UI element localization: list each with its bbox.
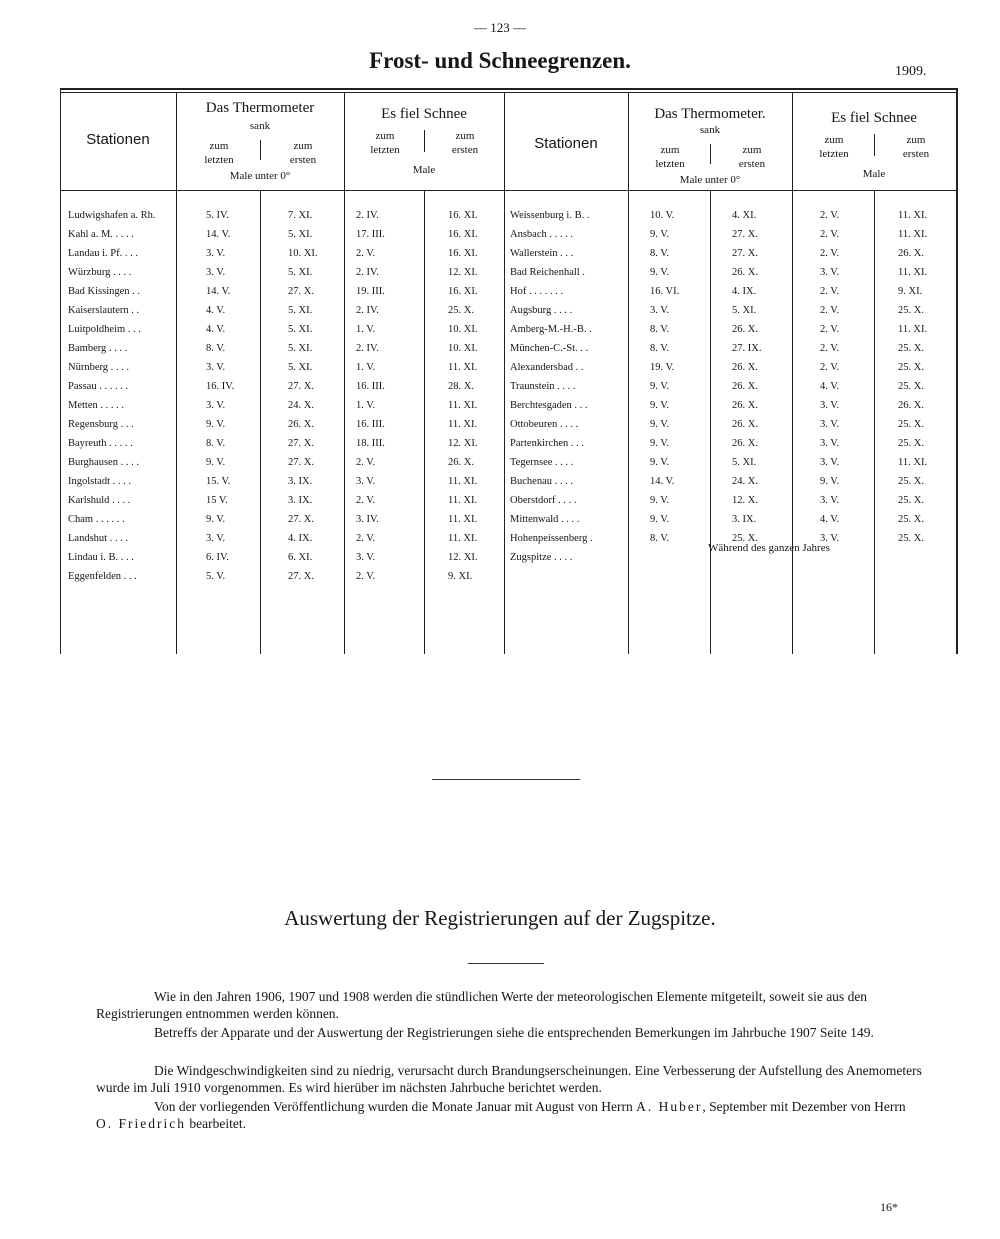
table-cell: 16. III. [356, 419, 385, 430]
table-cell: 25. X. [732, 533, 758, 544]
table-cell: 2. IV. [356, 343, 379, 354]
table-cell: 5. XI. [288, 229, 313, 240]
right-snow-first-column [898, 206, 956, 567]
table-cell: 3. V. [820, 400, 840, 411]
table-cell: Landshut . . . . [68, 533, 129, 544]
table-top-rule-thin [60, 92, 958, 93]
left-snow-first-column [448, 206, 504, 586]
table-cell: 2. V. [820, 324, 840, 335]
header-zum: zum [209, 140, 229, 152]
table-cell: 16. XI. [448, 286, 478, 297]
header-stations-left: Stationen [86, 131, 150, 148]
divider [260, 191, 261, 654]
table-cell: 25. X. [898, 476, 924, 487]
table-cell: 9. V. [206, 514, 226, 525]
header-thermometer-left: Das Thermometer [205, 100, 315, 116]
header-stations-right: Stationen [534, 135, 598, 152]
table-cell: 9. V. [650, 438, 670, 449]
header-male-unter-right: Male unter 0° [679, 174, 741, 186]
header-ersten: ersten [289, 154, 317, 166]
table-cell: 2. V. [820, 286, 840, 297]
table-cell: Bayreuth . . . . . [68, 438, 133, 449]
header-ersten: ersten [738, 158, 766, 170]
table-cell: 4. XI. [732, 210, 757, 221]
table-cell: 10. XI. [288, 248, 318, 259]
table-cell: 5. IV. [206, 210, 229, 221]
signature-mark: 16* [880, 1200, 898, 1214]
header-sank-right: sank [699, 124, 721, 136]
divider [874, 191, 875, 654]
table-cell: 27. X. [732, 229, 758, 240]
table-cell: 5. V. [206, 571, 226, 582]
table-cell: 9. V. [206, 419, 226, 430]
divider [344, 93, 345, 654]
table-cell: 25. X. [448, 305, 474, 316]
table-cell: 5. XI. [288, 362, 313, 373]
paragraph-1: Wie in den Jahren 1906, 1907 und 1908 werden die stündlichen Werte der meteorologischen Elemente mitgeteilt, soweit sie aus den Registrierungen entnommen werden können. [96, 989, 868, 1021]
table-cell: 28. X. [448, 381, 474, 392]
table-cell: 16. IV. [206, 381, 235, 392]
table-cell: 26. X. [898, 248, 924, 259]
table-cell: Metten . . . . . [68, 400, 124, 411]
table-cell: 3. V. [206, 267, 226, 278]
table-cell: 2. V. [820, 210, 840, 221]
header-zum: zum [824, 134, 844, 146]
table-cell: 26. X. [732, 438, 758, 449]
table-cell: 26. X. [732, 419, 758, 430]
table-cell: 9. V. [820, 476, 840, 487]
table-cell: 1. V. [356, 362, 376, 373]
table-cell: 2. IV. [356, 267, 379, 278]
header-zum: zum [293, 140, 313, 152]
table-cell: 27. X. [288, 438, 314, 449]
table-cell: 19. III. [356, 286, 385, 297]
table-cell: 2. V. [820, 305, 840, 316]
table-cell: 6. IV. [206, 552, 229, 563]
table-cell: 25. X. [898, 495, 924, 506]
table-cell: Würzburg . . . . [68, 267, 132, 278]
table-cell: 5. XI. [288, 267, 313, 278]
table-cell: 3. V. [206, 400, 226, 411]
header-male-unter-left: Male unter 0° [229, 170, 291, 182]
table-cell: 4. IX. [288, 533, 313, 544]
header-schnee-right: Es fiel Schnee [831, 110, 917, 126]
header-tick [710, 144, 711, 164]
table-cell: 9. V. [650, 514, 670, 525]
table-cell: Lindau i. B. . . . [68, 552, 134, 563]
author-friedrich: O. Friedrich [96, 1116, 186, 1131]
table-cell: 3. V. [356, 476, 376, 487]
header-zum: zum [906, 134, 926, 146]
table-cell [898, 548, 956, 567]
table-cell [650, 548, 710, 567]
table-cell: 3. IX. [288, 495, 313, 506]
table-cell: 9. V. [206, 457, 226, 468]
table-cell: 3. IX. [732, 514, 757, 525]
table-cell: Regensburg . . . [68, 419, 134, 430]
table-cell: Mittenwald . . . . [510, 514, 580, 525]
table-cell: Wallerstein . . . [510, 248, 574, 259]
table-cell: Kaiserslautern . . [68, 305, 140, 316]
table-cell: 2. V. [356, 248, 376, 259]
paragraph-3: Die Windgeschwindigkeiten sind zu niedrig, verursacht durch Brandungserscheinungen. Eine Verbesserung der Aufstellung des Anemometers wurde im Juli 1910 vorgenommen. Es wird hierüber im nächsten Jahrbuche berichtet werden. [96, 1063, 922, 1095]
table-cell: 8. V. [206, 343, 226, 354]
table-cell: 27. X. [288, 457, 314, 468]
table-cell: Kahl a. M. . . . . [68, 229, 134, 240]
table-cell: 9. V. [650, 267, 670, 278]
table-cell: Weissenburg i. B. . [510, 210, 590, 221]
table-cell: 9. V. [650, 229, 670, 240]
table-cell: 26. X. [732, 324, 758, 335]
table-cell: 14. V. [650, 476, 675, 487]
table-cell: Ludwigshafen a. Rh. [68, 210, 156, 221]
header-zum: zum [375, 130, 395, 142]
table-cell: 3. V. [820, 419, 840, 430]
header-thermometer-right: Das Thermometer. [654, 106, 766, 122]
table-cell: Nürnberg . . . . [68, 362, 130, 373]
table-cell: 27. X. [288, 571, 314, 582]
header-tick [424, 130, 425, 152]
table-cell: 8. V. [206, 438, 226, 449]
table-cell: 6. XI. [288, 552, 313, 563]
table-cell: Burghausen . . . . [68, 457, 139, 468]
header-letzten: letzten [819, 148, 849, 160]
table-cell: 2. V. [820, 343, 840, 354]
table-cell: 11. XI. [898, 457, 928, 468]
table-cell: Alexandersbad . . [510, 362, 584, 373]
table-cell: 26. X. [732, 400, 758, 411]
table-cell: Karlshuld . . . . [68, 495, 131, 506]
year-label: 1909. [895, 64, 927, 79]
table-cell: 9. V. [650, 400, 670, 411]
table-cell: Hof . . . . . . . [510, 286, 564, 297]
divider [710, 191, 711, 654]
table-cell: Zugspitze . . . . [510, 552, 573, 563]
table-cell: Bad Reichenhall . [510, 267, 585, 278]
table-cell: 11. XI. [448, 514, 478, 525]
table-cell: 5. XI. [288, 343, 313, 354]
table-cell: Luitpoldheim . . . [68, 324, 141, 335]
divider [504, 93, 505, 654]
divider [628, 93, 629, 654]
table-cell: 8. V. [650, 248, 670, 259]
table-cell: 5. XI. [732, 457, 757, 468]
table-cell: 27. X. [288, 514, 314, 525]
table-cell: 27. X. [732, 248, 758, 259]
table-cell: 5. XI. [288, 305, 313, 316]
table-cell: 9. XI. [448, 571, 473, 582]
table-cell: 8. V. [650, 343, 670, 354]
table-cell: 25. X. [898, 514, 924, 525]
table-cell: Passau . . . . . . [68, 381, 129, 392]
table-cell: 1. V. [356, 324, 376, 335]
table-cell: Cham . . . . . . [68, 514, 125, 525]
table-cell: 2. V. [820, 362, 840, 373]
table-cell: 14. V. [206, 286, 231, 297]
table-cell: Amberg-M.-H.-B. . [510, 324, 592, 335]
table-cell: 3. V. [820, 457, 840, 468]
table-cell: 9. V. [650, 495, 670, 506]
table-cell: Partenkirchen . . . [510, 438, 585, 449]
table-cell: 11. XI. [898, 324, 928, 335]
right-thermo-first-column [732, 206, 792, 567]
table-cell: 11. XI. [448, 362, 478, 373]
header-sank-left: sank [249, 120, 271, 132]
table-cell: 11. XI. [898, 229, 928, 240]
table-cell: 11. XI. [448, 419, 478, 430]
table-cell: 26. X. [732, 381, 758, 392]
table-cell: 8. V. [650, 533, 670, 544]
paragraph-4-part-c: bearbeitet. [189, 1116, 246, 1131]
divider [176, 93, 177, 654]
table-cell: 3. IV. [356, 514, 379, 525]
table-cell: Hohenpeissenberg . [510, 533, 593, 544]
header-ersten: ersten [451, 144, 479, 156]
table-cell: 2. V. [356, 571, 376, 582]
table-cell: 3. V. [206, 248, 226, 259]
table-cell: 12. XI. [448, 267, 478, 278]
table-cell: 2. IV. [356, 210, 379, 221]
table-cell: 27. IX. [732, 343, 762, 354]
table-cell: 14. V. [206, 229, 231, 240]
table-cell: 27. X. [288, 286, 314, 297]
table-cell: 24. X. [732, 476, 758, 487]
table-cell: 9. XI. [898, 286, 923, 297]
right-station-column [510, 206, 628, 567]
table-cell: 16. XI. [448, 248, 478, 259]
table-cell: 4. V. [820, 381, 840, 392]
table-cell: 7. XI. [288, 210, 313, 221]
table-cell: Ingolstadt . . . . [68, 476, 131, 487]
table-cell: Berchtesgaden . . . [510, 400, 588, 411]
table-cell: 11. XI. [448, 400, 478, 411]
table-cell: 25. X. [898, 438, 924, 449]
table-cell: 25. X. [898, 381, 924, 392]
table-cell: 10. XI. [448, 343, 478, 354]
header-rule [60, 190, 958, 191]
left-snow-last-column [356, 206, 424, 586]
table-cell: 15 V. [206, 495, 228, 506]
table-cell: 10. XI. [448, 324, 478, 335]
table-cell: 16. VI. [650, 286, 680, 297]
left-thermo-last-column [206, 206, 260, 586]
table-cell: 5. XI. [288, 324, 313, 335]
table-cell: 5. XI. [732, 305, 757, 316]
table-cell: 25. X. [898, 362, 924, 373]
table-cell: 4. V. [206, 305, 226, 316]
header-zum: zum [455, 130, 475, 142]
paragraph-4-part-b: , September mit Dezember von Herrn [702, 1099, 906, 1114]
divider [792, 93, 793, 654]
right-snow-last-column [820, 206, 874, 567]
header-tick [260, 140, 261, 160]
table-cell: 11. XI. [448, 533, 478, 544]
author-huber: A. Huber [636, 1099, 703, 1114]
table-cell: 11. XI. [448, 495, 478, 506]
table-cell: 26. X. [288, 419, 314, 430]
table-cell: 26. X. [732, 267, 758, 278]
table-cell: Ottobeuren . . . . [510, 419, 579, 430]
table-cell: 4. V. [820, 514, 840, 525]
table-cell: 18. III. [356, 438, 385, 449]
divider [424, 191, 425, 654]
table-cell: 24. X. [288, 400, 314, 411]
table-cell: 3. IX. [288, 476, 313, 487]
table-cell: 16. XI. [448, 229, 478, 240]
table-cell: 3. V. [356, 552, 376, 563]
table-cell: 25. X. [898, 305, 924, 316]
table-cell: Buchenau . . . . [510, 476, 573, 487]
page-number: — 123 — [474, 20, 526, 35]
header-letzten: letzten [655, 158, 685, 170]
header-zum: zum [742, 144, 762, 156]
table-cell: 19. V. [650, 362, 675, 373]
table-cell: 12. XI. [448, 438, 478, 449]
paragraph-4-part-a: Von der vorliegenden Veröffentlichung wurden die Monate Januar mit August von Herrn [154, 1099, 633, 1114]
table-cell: Tegernsee . . . . [510, 457, 574, 468]
table-cell: 25. X. [898, 343, 924, 354]
table-cell: 4. V. [206, 324, 226, 335]
table-cell: Oberstdorf . . . . [510, 495, 577, 506]
paragraph-4 [96, 1098, 922, 1132]
table-cell: 17. III. [356, 229, 385, 240]
section-title: Auswertung der Registrierungen auf der Zugspitze. [284, 906, 716, 930]
table-cell: 2. V. [356, 457, 376, 468]
table-cell: Bad Kissingen . . [68, 286, 141, 297]
table-cell: 3. V. [206, 533, 226, 544]
table-cell: 2. V. [820, 248, 840, 259]
table-cell: 16. XI. [448, 210, 478, 221]
left-station-column [68, 206, 176, 586]
table-cell: 3. V. [820, 267, 840, 278]
table-cell: 9. V. [650, 419, 670, 430]
table-cell: 11. XI. [898, 267, 928, 278]
table-cell: Bamberg . . . . [68, 343, 128, 354]
paragraph-2: Betreffs der Apparate und der Auswertung der Registrierungen siehe die entsprechenden Bemerkungen im Jahrbuche 1907 Seite 149. [154, 1025, 874, 1040]
table-cell: Ansbach . . . . . [510, 229, 573, 240]
table-cell: 3. V. [206, 362, 226, 373]
table-cell: 3. V. [650, 305, 670, 316]
table-cell: 11. XI. [898, 210, 928, 221]
table-cell: München-C.-St. . . [510, 343, 589, 354]
header-zum: zum [660, 144, 680, 156]
table-cell: Augsburg . . . . [510, 305, 573, 316]
table-cell: 26. X. [732, 362, 758, 373]
table-top-rule [60, 88, 958, 90]
table-right-edge [956, 88, 958, 654]
table-cell: 10. V. [650, 210, 675, 221]
separator-rule [432, 779, 580, 780]
table-cell: Traunstein . . . . [510, 381, 576, 392]
table-cell: 16. III. [356, 381, 385, 392]
table-cell: 9. V. [650, 381, 670, 392]
table-cell: 2. V. [820, 229, 840, 240]
table-cell: 25. X. [898, 419, 924, 430]
table-cell: 9. V. [650, 457, 670, 468]
header-male-right: Male [862, 168, 886, 180]
table-cell: 26. X. [448, 457, 474, 468]
table-cell: 3. V. [820, 495, 840, 506]
table-cell: Eggenfelden . . . [68, 571, 137, 582]
table-cell: 2. IV. [356, 305, 379, 316]
page-title: Frost- und Schneegrenzen. [369, 48, 631, 73]
header-schnee-left: Es fiel Schnee [381, 106, 467, 122]
table-cell: 27. X. [288, 381, 314, 392]
table-cell: 15. V. [206, 476, 231, 487]
table-cell: 12. X. [732, 495, 758, 506]
header-ersten: ersten [902, 148, 930, 160]
left-thermo-first-column [288, 206, 344, 586]
header-letzten: letzten [370, 144, 400, 156]
header-tick [874, 134, 875, 156]
table-left-edge [60, 88, 61, 654]
table-cell: 4. IX. [732, 286, 757, 297]
zugspitze-note: Während des ganzen Jahres [708, 542, 830, 554]
table-cell: Landau i. Pf. . . . [68, 248, 138, 259]
header-letzten: letzten [204, 154, 234, 166]
separator-rule-short [468, 963, 544, 964]
table-cell: 25. X. [898, 533, 924, 544]
table-cell: 2. V. [356, 533, 376, 544]
table-cell: 12. XI. [448, 552, 478, 563]
table-cell: 26. X. [898, 400, 924, 411]
right-thermo-last-column [650, 206, 710, 567]
table-cell: 2. V. [356, 495, 376, 506]
header-male-left: Male [412, 164, 436, 176]
table-cell: 1. V. [356, 400, 376, 411]
table-cell: 3. V. [820, 438, 840, 449]
table-cell: 3. V. [820, 533, 840, 544]
frost-snow-table [60, 88, 958, 654]
table-cell: 11. XI. [448, 476, 478, 487]
table-cell: 8. V. [650, 324, 670, 335]
